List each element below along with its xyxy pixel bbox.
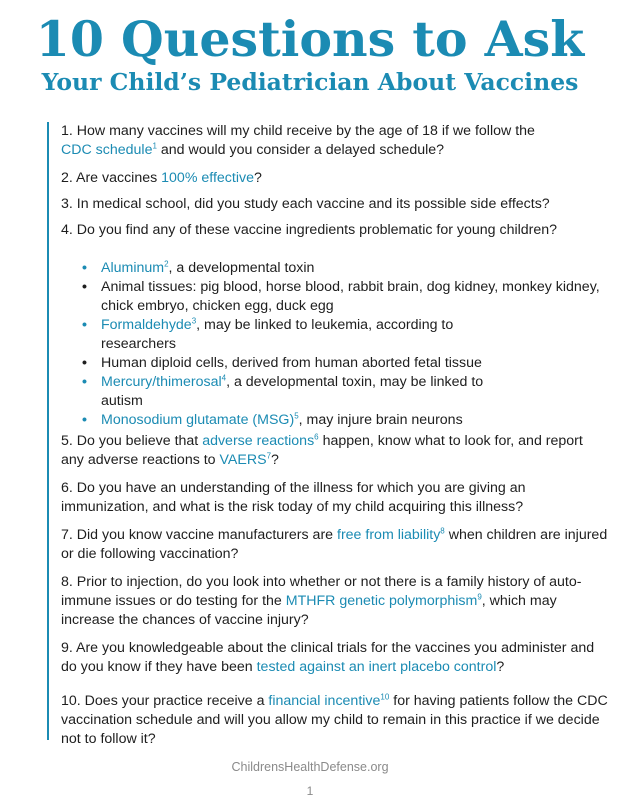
question-10: 10. Does your practice receive a financial incentive$^{10}$ for having patients follow the CDC vaccination schedule and will you allow my child to remain in this practice if we decide not to follow it? [61,692,608,747]
bullet-marker: • [82,279,87,295]
ingredient-formaldehyde: • Formaldehyde$^3$, may be linked to leukemia, according to researchers [82,316,454,352]
ingredient-msg: • Monosodium glutamate (MSG)$^5$, may injure brain neurons [82,411,463,428]
page-title: 10 Questions to Ask [35,10,585,68]
bullet-marker: • [82,260,87,276]
bullet-marker: • [82,317,87,333]
ingredient-diploid-cells: • Human diploid cells, derived from human aborted fetal tissue [82,355,482,371]
page-number: 1 [306,784,314,798]
adverse-reactions-link[interactable]: adverse reactions [202,433,315,449]
vaers-link[interactable]: VAERS [219,452,267,468]
msg-link[interactable]: Monosodium glutamate (MSG) [101,412,295,428]
mthfr-link[interactable]: MTHFR genetic polymorphism [285,593,478,609]
question-9: 9. Are you knowledgeable about the clinical trials for the vaccines you administer and do you know if they have been tested against an inert placebo control? [61,640,595,675]
question-3: 3. In medical school, did you study each vaccine and its possible side effects? [61,196,550,212]
question-8: 8. Prior to injection, do you look into whether or not there is a family history of auto-immune issues or do testing for the MTHFR genetic polymorphism$^9$, which may increase the chances of vaccine injury? [61,574,582,628]
formaldehyde-link[interactable]: Formaldehyde [101,317,192,333]
liability-link[interactable]: free from liability [337,527,441,543]
bullet-marker: • [82,374,87,390]
bullet-marker: • [82,412,87,428]
ingredient-list [61,259,609,430]
question-4: 4. Do you find any of these vaccine ingredients problematic for young children? [61,222,558,238]
page-subtitle: Your Child’s Pediatrician About Vaccines [41,68,579,96]
mercury-link[interactable]: Mercury/thimerosal [101,374,222,390]
question-2: 2. Are vaccines 100% effective? [61,170,262,186]
question-6: 6. Do you have an understanding of the illness for which you are giving an immunization, and what is the risk today of my child acquiring this illness? [61,480,526,515]
ingredient-animal-tissues: • Animal tissues: pig blood, horse blood, rabbit brain, dog kidney, monkey kidney, chick embryo, chicken egg, duck egg [82,279,600,314]
question-1: 1. How many vaccines will my child receive by the age of 18 if we follow the CDC schedule$^1$ and would you consider a delayed schedule? [61,123,535,158]
question-5: 5. Do you believe that adverse reactions$^6$ happen, know what to look for, and report any adverse reactions to VAERS$^7$? [61,432,583,468]
cdc-schedule-link[interactable]: CDC schedule [61,142,153,158]
effective-link[interactable]: 100% effective [161,170,254,186]
question-list [47,122,608,747]
bullet-marker: • [82,355,87,371]
ingredient-aluminum: • Aluminum$^2$, a developmental toxin [82,259,315,276]
aluminum-link[interactable]: Aluminum [101,260,165,276]
ingredient-mercury: • Mercury/thimerosal$^4$, a developmental toxin, may be linked to autism [82,373,484,409]
placebo-link[interactable]: tested against an inert placebo control [256,659,497,675]
financial-incentive-link[interactable]: financial incentive [268,693,381,709]
footer-site: ChildrensHealthDefense.org [231,760,389,774]
question-7: 7. Did you know vaccine manufacturers are free from liability$^8$ when children are injured or die following vaccination? [61,526,608,562]
